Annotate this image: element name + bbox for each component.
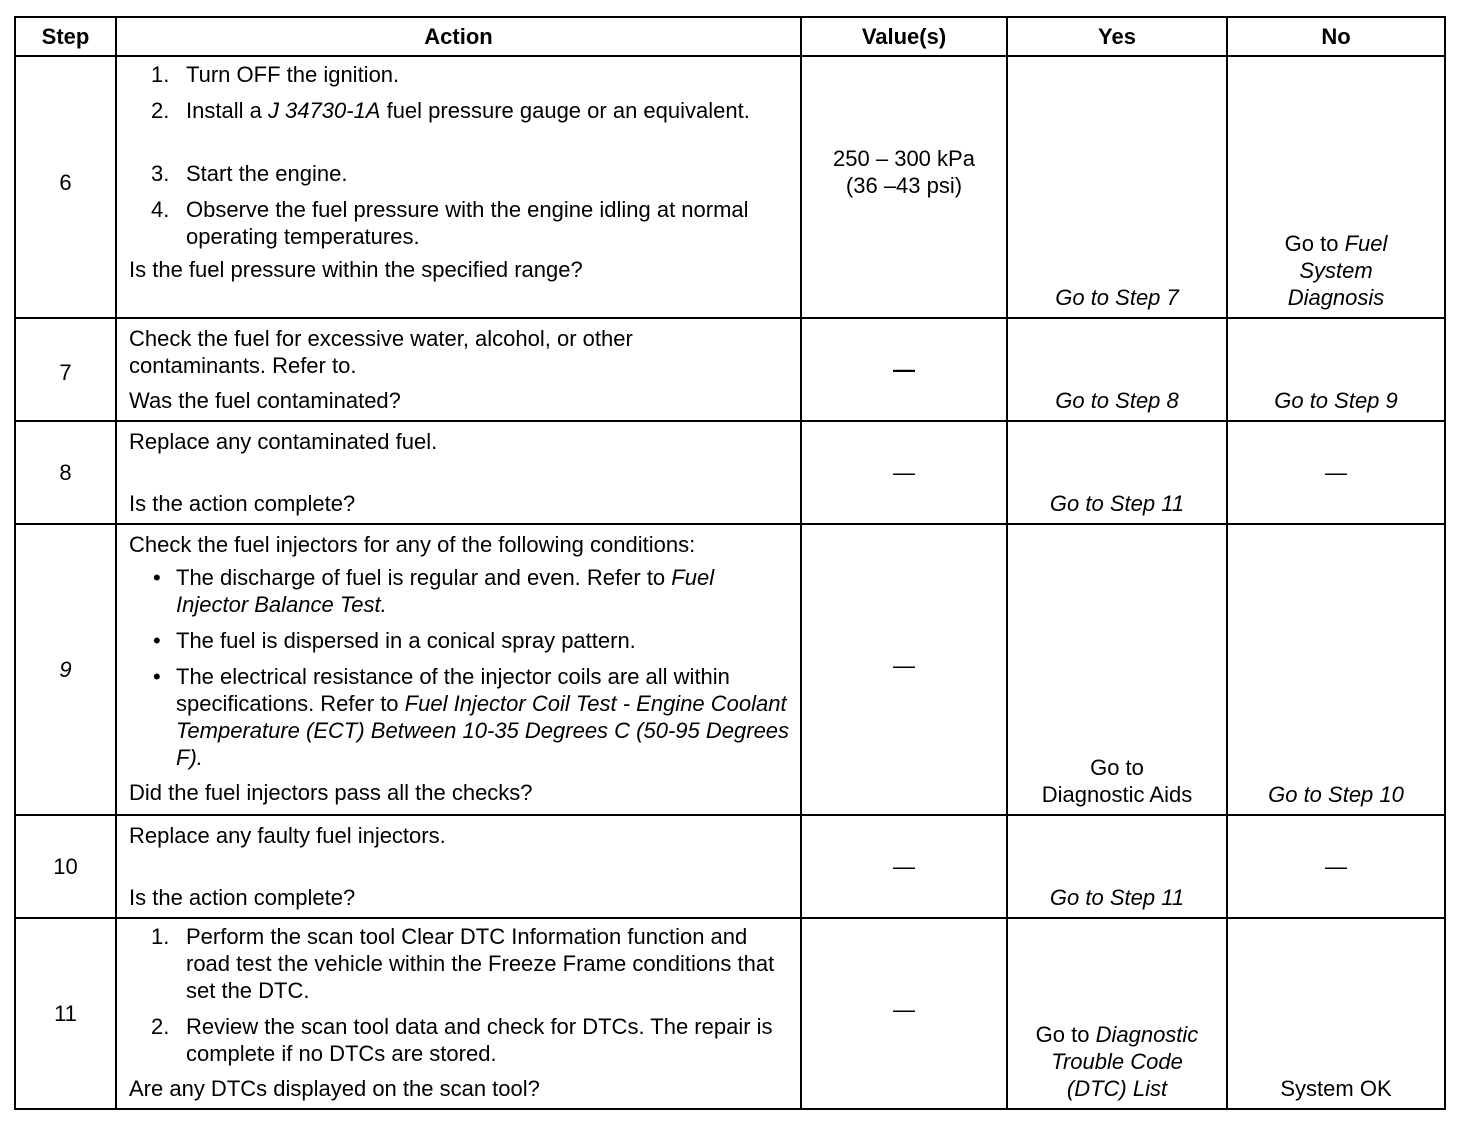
yes-cell: Go to Step 11 — [1007, 421, 1227, 524]
table-row-step-8 — [15, 421, 1445, 524]
diagnostic-table — [14, 16, 1446, 1110]
no-cell: Go to Step 10 — [1227, 524, 1445, 815]
value-cell: — — [801, 318, 1007, 421]
action-question: Is the action complete? — [129, 885, 356, 910]
action-steps — [129, 923, 790, 1067]
action-step: 1. Turn OFF the ignition. — [151, 62, 400, 87]
step-number: 7 — [15, 318, 116, 421]
value-cell: — — [801, 524, 1007, 815]
value-cell: — — [801, 918, 1007, 1109]
header-action: Action — [116, 17, 801, 56]
list-item: • The discharge of fuel is regular and even. Refer to Fuel Injector Balance Test. — [153, 565, 715, 617]
list-item: • The electrical resistance of the injector coils are all within specifications. Refer to Fuel Injector Coil Test - Engine Coolant Temperature (ECT) Between 10-35 Degrees C (50-95 Degrees F). — [153, 664, 790, 770]
action-question: Is the action complete? — [129, 491, 356, 516]
list-item: • The fuel is dispersed in a conical spray pattern. — [153, 628, 636, 653]
action-step: 2. Review the scan tool data and check for DTCs. The repair is complete if no DTCs are stored. — [151, 1014, 773, 1066]
value-cell: — — [801, 421, 1007, 524]
yes-cell: Go to Step 8 — [1007, 318, 1227, 421]
no-cell: — — [1227, 815, 1445, 918]
action-cell — [116, 56, 801, 318]
value-cell: — — [801, 815, 1007, 918]
condition-list — [129, 564, 790, 771]
table-row-step-11 — [15, 918, 1445, 1109]
action-question: Is the fuel pressure within the specified range? — [129, 257, 583, 282]
action-question: Did the fuel injectors pass all the checks? — [129, 780, 533, 805]
table-row-step-7 — [15, 318, 1445, 421]
yes-cell: Go to Diagnostic Aids — [1007, 524, 1227, 815]
step-number: 9 — [15, 524, 116, 815]
header-row — [15, 17, 1445, 56]
yes-cell: Go to Diagnostic Trouble Code (DTC) List — [1007, 918, 1227, 1109]
step-number: 8 — [15, 421, 116, 524]
action-step: 4. Observe the fuel pressure with the engine idling at normal operating temperatures. — [151, 197, 749, 249]
header-yes: Yes — [1007, 17, 1227, 56]
yes-cell: Go to Step 7 — [1007, 56, 1227, 318]
step-number: 6 — [15, 56, 116, 318]
no-cell: Go to Fuel System Diagnosis — [1227, 56, 1445, 318]
action-cell: Check the fuel injectors for any of the following conditions: • The discharge of fuel is regular and even. Refer to Fuel Injector Balance Test. • The fuel is dispersed in a conical spray pattern. • The electrical resistance of the injector coils are all within specifications. Refer to Fuel Injector Coil Test - Engine Coolant Temperature (ECT) Between 10-35 Degrees C (50-95 Degrees F). Did the fuel injectors pass all the checks? — [116, 524, 801, 815]
no-cell: — — [1227, 421, 1445, 524]
header-values: Value(s) — [801, 17, 1007, 56]
action-step: 1. Perform the scan tool Clear DTC Information function and road test the vehicle within the Freeze Frame conditions that set the DTC. — [151, 924, 775, 1003]
header-step: Step — [15, 17, 116, 56]
action-cell: Replace any faulty fuel injectors. Is the action complete? — [116, 815, 801, 918]
table-row-step-9 — [15, 524, 1445, 815]
no-cell: Go to Step 9 — [1227, 318, 1445, 421]
step-number: 10 — [15, 815, 116, 918]
value-cell: 250 – 300 kPa (36 –43 psi) — [801, 56, 1007, 318]
header-no: No — [1227, 17, 1445, 56]
step-number: 11 — [15, 918, 116, 1109]
action-question: Was the fuel contaminated? — [129, 388, 401, 413]
action-cell: Replace any contaminated fuel. Is the action complete? — [116, 421, 801, 524]
action-steps — [129, 61, 790, 250]
action-cell: Check the fuel for excessive water, alcohol, or other contaminants. Refer to. Was the fuel contaminated? — [116, 318, 801, 421]
yes-cell: Go to Step 11 — [1007, 815, 1227, 918]
table-row-step-6 — [15, 56, 1445, 318]
no-cell: System OK — [1227, 918, 1445, 1109]
action-cell — [116, 918, 801, 1109]
table-row-step-10 — [15, 815, 1445, 918]
action-step: 3. Start the engine. — [151, 161, 348, 186]
action-question: Are any DTCs displayed on the scan tool? — [129, 1076, 540, 1101]
action-step: 2. Install a J 34730-1A fuel pressure gauge or an equivalent. — [151, 98, 750, 123]
